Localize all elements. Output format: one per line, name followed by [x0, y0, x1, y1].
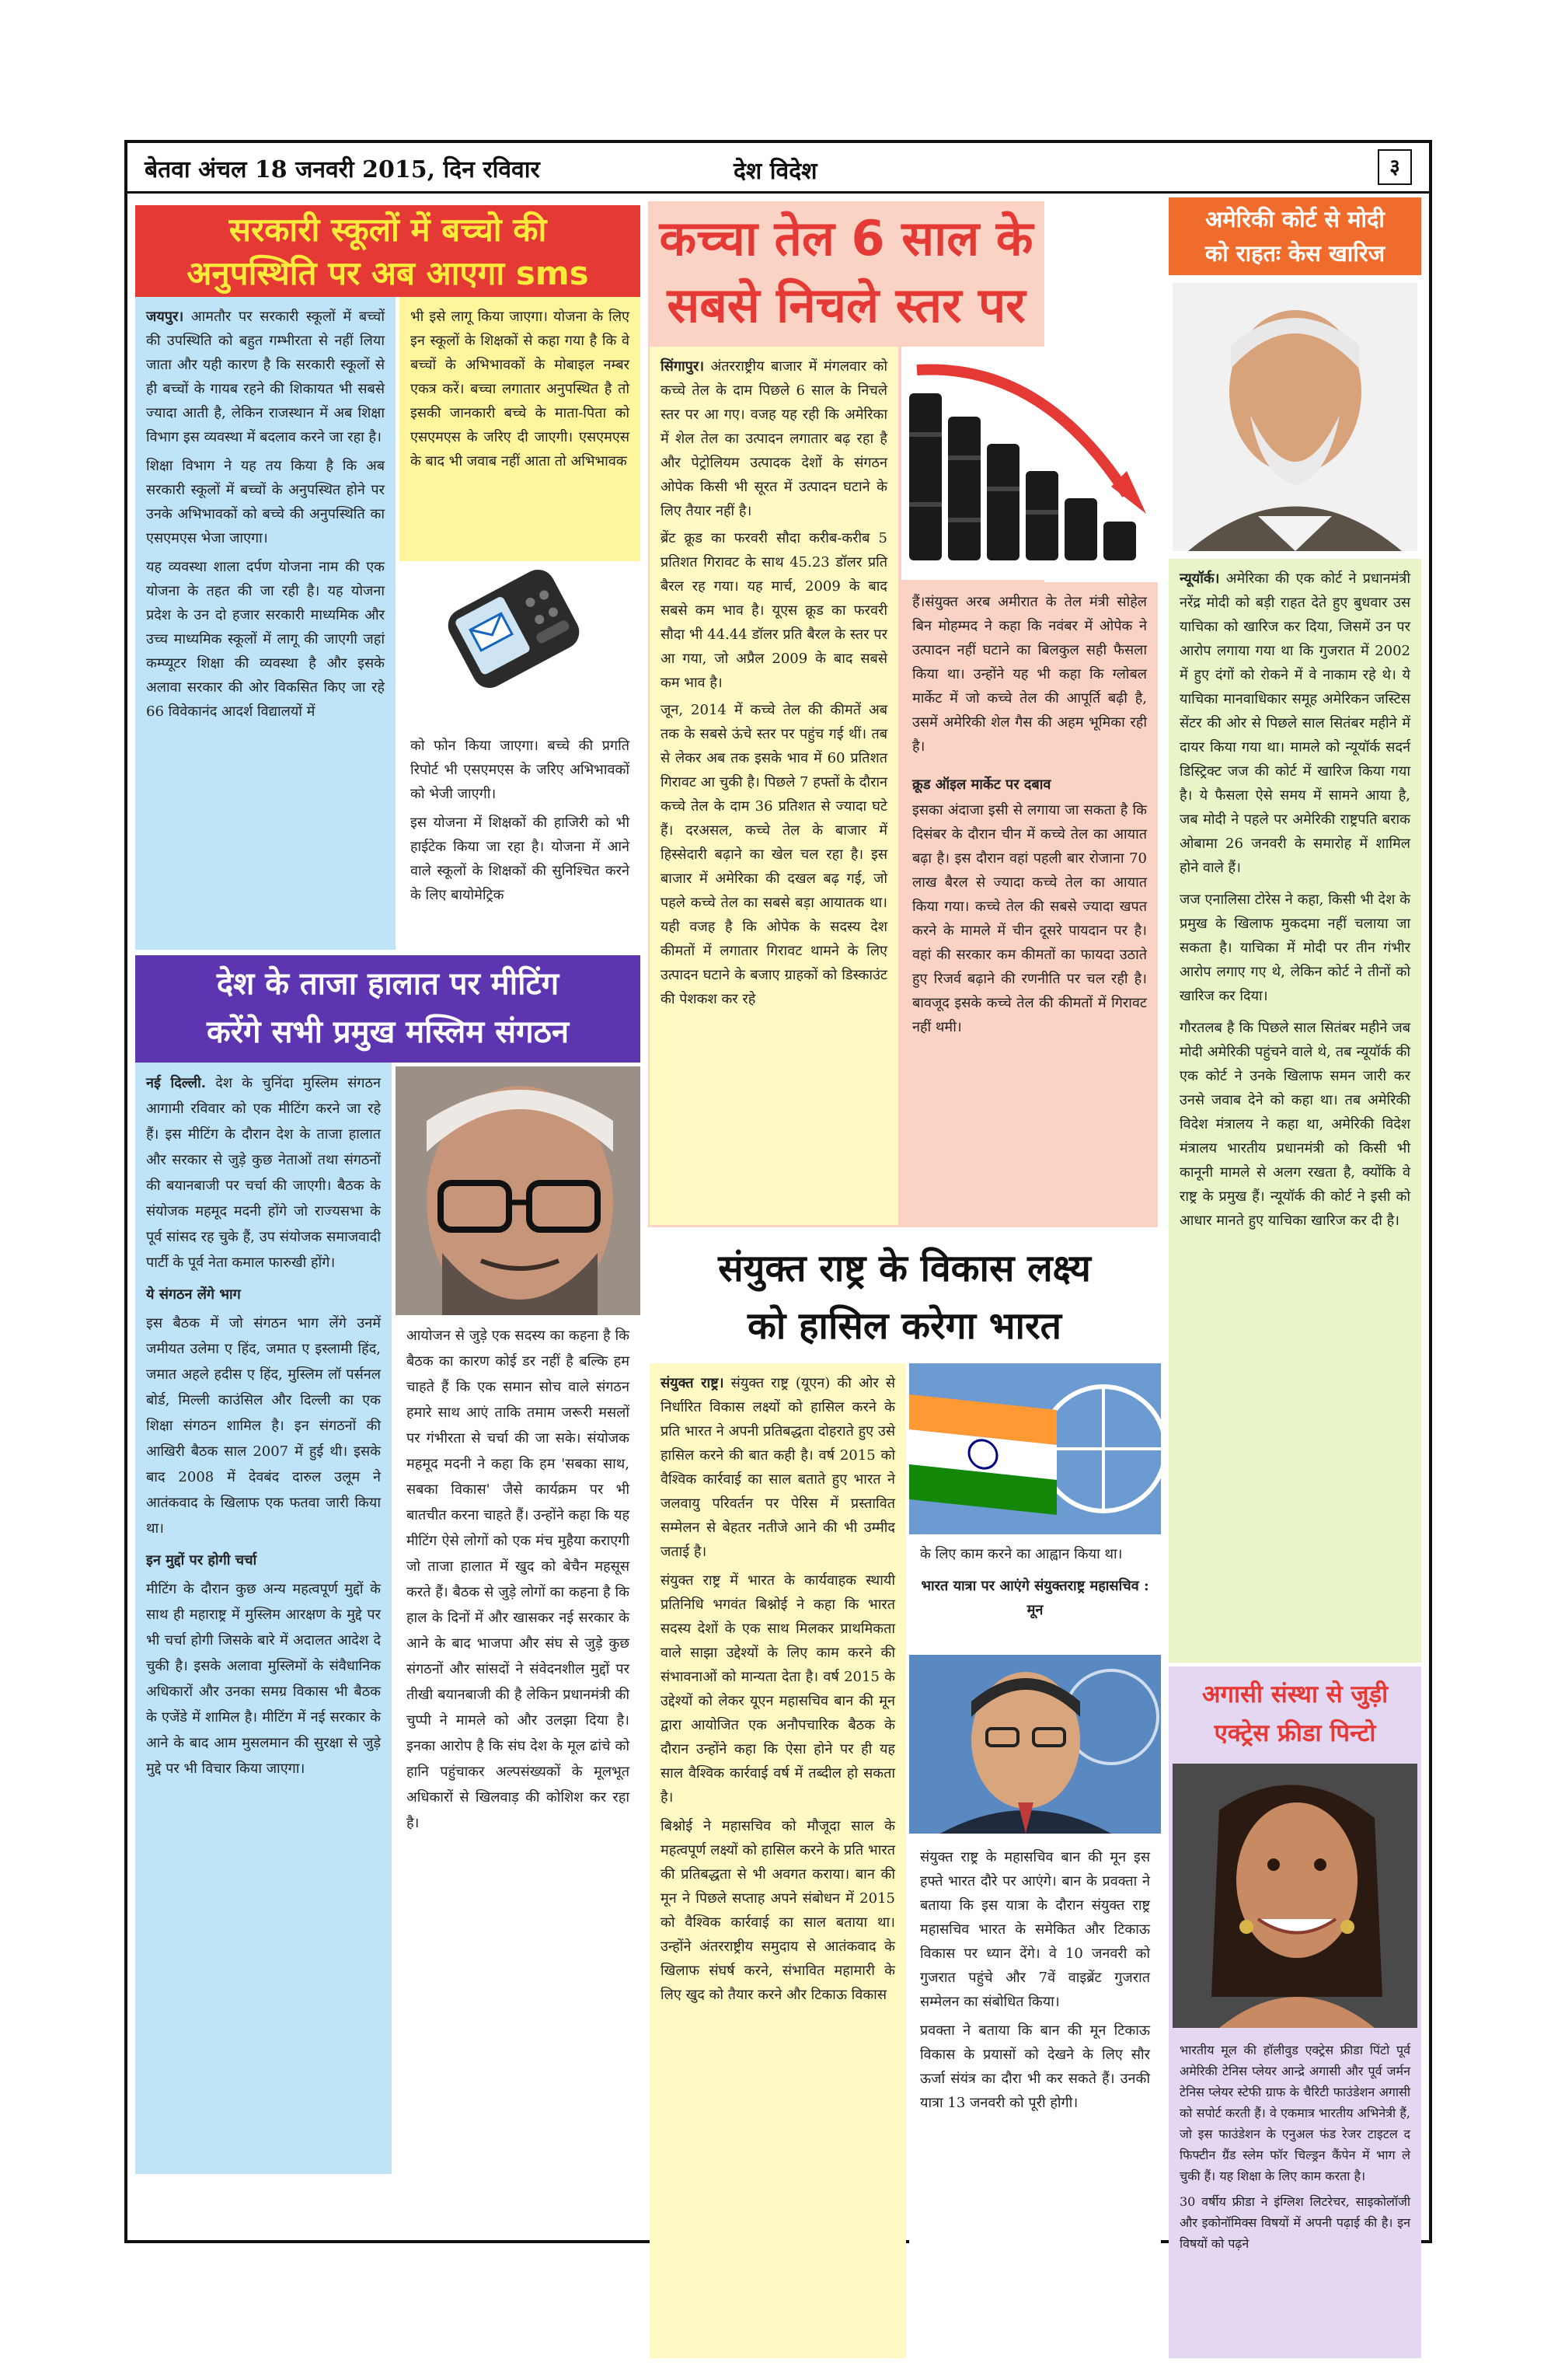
oil-column-1: [650, 347, 898, 1225]
un-headline-line1: संयुक्त राष्ट्र के विकास लक्ष्य: [718, 1247, 1091, 1290]
meeting-paragraph-4: आयोजन से जुड़े एक सदस्य का कहना है कि बैठक का कारण कोई डर नहीं है बल्कि हम चाहते हैं कि एक समान सोच वाले संगठन हमारे साथ आएं ताकि तमाम जरूरी मसलों पर गंभीरता से चर्चा की जा सके। संयोजक महमूद मदनी ने कहा कि हम 'सबका साथ, सबका विकास' जैसे कार्यक्रम पर भी बातचीत करना चाहते हैं। उन्होंने कहा कि यह मीटिंग ऐसे लोगों को एक मंच मुहैया कराएगी जो ताजा हालात में खुद को बेचैन महसूस करते हैं। बैठक से जुड़े लोगों का कहना है कि हाल के दिनों में और खासकर नई सरकार के आने के बाद भाजपा और संघ से जुड़े कुछ संगठनों और सांसदों ने संवेदनशील मुद्दों पर तीखी बयानबाजी की है लेकिन प्रधानमंत्री की चुप्पी ने मामले को और उलझा दिया है। इनका आरोप है कि संघ देश के मूल ढांचे को हानि पहुंचाकर अल्पसंख्यकों के मूलभूत अधिकारों से खिलवाड़ की कोशिश कर रहा है।: [406, 1328, 629, 1831]
modi-paragraph-3: गौरतलब है कि पिछले साल सितंबर महीने जब मोदी अमेरिकी पहुंचने वाले थे, तब न्यूयॉर्क की एक कोर्ट ने उनके खिलाफ समन जारी कर उनसे जवाब देने को कहा था। तब अमेरिकी विदेश मंत्रालय ने कहा था, अमेरिकी विदेश मंत्रालय भारतीय प्रधानमंत्री को किसी भी कानूनी मामले से अलग रखता है, क्योंकि वे राष्ट्र के प्रमुख हैं। न्यूयॉर्क की कोर्ट ने इसी को आधार मानते हुए याचिका खारिज कर दी है।: [1180, 1020, 1410, 1229]
oil-headline-line2: सबसे निचले स्तर पर: [667, 277, 1026, 333]
sms-paragraph-5: को फोन किया जाएगा। बच्चे की प्रगति रिपोर्ट भी एसएमएस के जरिए अभिभावकों को भेजी जाएगी।: [410, 738, 629, 802]
sms-headline-banner: [135, 205, 640, 297]
mobile-phone-image: [409, 567, 626, 718]
sms-paragraph-6: इस योजना में शिक्षकों की हाजिरी को भी हाईटेक किया जा रहा है। योजना में आने वाले स्कूलों के शिक्षकों की सुनिश्चित करने के लिए बायोमेट्रिक: [410, 815, 629, 903]
ban-ki-moon-image: [909, 1655, 1161, 1834]
un-paragraph-6: प्रवक्ता ने बताया कि बान की मून टिकाऊ विकास के प्रयासों को देखने के लिए सौर ऊर्जा संयंत्र का दौरा भी कर सकते हैं। उनकी यात्रा 13 जनवरी को पूरी होगी।: [920, 2022, 1150, 2111]
frieda-paragraph-1: भारतीय मूल की हॉलीवुड एक्ट्रेस फ्रीडा पिंटो पूर्व अमेरिकी टेनिस प्लेयर आन्द्रे अगासी और पूर्व जर्मन टेनिस प्लेयर स्टेफी ग्राफ के चैरिटी फाउंडेशन अगासी को सपोर्ट करती हैं। वे एकमात्र भारतीय अभिनेत्री हैं, जो इस फाउंडेशन के एनुअल फंड रेजर टाइटल द फिफ्टीन ग्रैंड स्लेम फॉर चिल्ड्रन कैंपेन में भाग ले चुकी हैं। यह शिक्षा के लिए काम करता है।: [1180, 2043, 1410, 2183]
oil-paragraph-3: जून, 2014 में कच्चे तेल की कीमतें अब तक के सबसे ऊंचे स्तर पर पहुंच गई थीं। तब से लेकर अब तक इसके भाव में 60 प्रतिशत गिरावट आ चुकी है। पिछले 7 हफ्तों के दौरान कच्चे तेल के दाम 36 प्रतिशत से ज्यादा घटे हैं। दरअसल, कच्चे तेल के बाजार में हिस्सेदारी बढ़ाने का खेल चल रहा है। इस बाजार में अमेरिका की दखल बढ़ गई, जो पहले कच्चे तेल का सबसे बड़ा आयातक था। यही वजह है कि ओपेक के सदस्य देश कीमतों में लगातार गिरावट थामने के लिए उत्पादन घटाने के बजाए ग्राहकों को डिस्काउंट की पेशकश कर रहे: [660, 702, 887, 1007]
sms-column-2-highlight: [399, 297, 640, 561]
meeting-column-1: [135, 1063, 392, 2174]
un-dateline: संयुक्त राष्ट्र।: [660, 1375, 724, 1391]
meeting-headline-line1: देश के ताजा हालात पर मीटिंग: [216, 966, 559, 1002]
frieda-paragraph-2: 30 वर्षीय फ्रीडा ने इंग्लिश लिटरेचर, साइकोलॉजी और इकोनॉमिक्स विषयों में अपनी पढ़ाई की है। इन विषयों को पढ़ने: [1180, 2194, 1410, 2251]
madani-portrait-image: [396, 1066, 640, 1315]
meeting-headline-line2: करेंगे सभी प्रमुख मस्लिम संगठन: [206, 1014, 570, 1050]
modi-portrait-image: [1173, 283, 1417, 551]
oil-headline: [648, 205, 1044, 344]
masthead: [127, 143, 1429, 194]
meeting-dateline: नई दिल्ली.: [146, 1075, 207, 1091]
modi-headline-line1: अमेरिकी कोर्ट से मोदी: [1205, 206, 1385, 232]
un-paragraph-1: संयुक्त राष्ट्र (यूएन) की ओर से निर्धारित विकास लक्ष्यों को हासिल करने के प्रति भारत ने अपनी प्रतिबद्धता दोहराते हुए उसे हासिल करने की बात कही है। वर्ष 2015 को वैश्विक कार्रवाई का साल बताते हुए भारत ने जलवायु परिवर्तन पर पेरिस में प्रस्तावित सम्मेलन से बेहतर नतीजे आने की भी उम्मीद जताई है।: [660, 1375, 895, 1560]
modi-column: [1169, 559, 1421, 1663]
un-paragraph-4: के लिए काम करने का आह्वान किया था।: [920, 1546, 1123, 1562]
sms-column-2: [399, 726, 640, 950]
sms-paragraph-3: यह व्यवस्था शाला दर्पण योजना नाम की एक योजना के तहत की जा रही है। यह योजना प्रदेश के उन दो हजार सरकारी माध्यमिक और उच्च माध्यमिक स्कूलों में लागू की जाएगी जहां कम्प्यूटर शिक्षा की व्यवस्था है और इसके अलावा सरकार की ओर विकसित किए जा रहे 66 विवेकानंद आदर्श विद्यालयों में: [146, 559, 385, 720]
un-paragraph-3: बिश्नोई ने महासचिव को मौजूदा साल के महत्वपूर्ण लक्ष्यों को हासिल करने के प्रति भारत की प्रतिबद्धता से भी अवगत कराया। बान की मून ने पिछले सप्ताह अपने संबोधन में 2015 को वैश्विक कार्रवाई का साल बताया था। उन्होंने अंतरराष्ट्रीय समुदाय से आतंकवाद के खिलाफ संघर्ष करने, संभावित महामारी के लिए खुद को तैयार करने और टिकाऊ विकास: [660, 1818, 895, 2003]
meeting-column-2: [396, 1315, 640, 2174]
sms-paragraph-4: भी इसे लागू किया जाएगा। योजना के लिए इन स्कूलों के शिक्षकों से कहा गया है कि वे बच्चों के अभिभावकों के मोबाइल नम्बर एकत्र करें। बच्चा लगातार अनुपस्थित है तो इसकी जानकारी बच्चे के माता-पिता को एसएमएस के जरिए दी जाएगी। एसएमएस के बाद भी जवाब नहीं आता तो अभिभावक: [410, 309, 629, 469]
modi-headline-line2: को राहतः केस खारिज: [1204, 240, 1385, 267]
masthead-paper-date: बेतवा अंचल 18 जनवरी 2015, दिन रविवार: [145, 156, 540, 183]
un-column-2-top: [909, 1534, 1161, 1651]
meeting-paragraph-1: देश के चुनिंदा मुस्लिम संगठन आगामी रविवार को एक मीटिंग करने जा रहे हैं। इस मीटिंग के दौरान देश के ताजा हालात और सरकार से जुड़े कुछ नेताओं तथा संगठनों की बयानबाजी पर चर्चा की जाएगी। बैठक के संयोजक महमूद मदनी होंगे जो राज्यसभा के पूर्व सांसद रह चुके हैं, उप संयोजक समाजवादी पार्टी के पूर्व नेता कमाल फारुखी होंगे।: [146, 1075, 381, 1271]
sms-column-1: [135, 297, 396, 950]
un-headline: [648, 1235, 1161, 1359]
oil-dateline: सिंगापुर।: [660, 358, 705, 375]
meeting-paragraph-2: इस बैठक में जो संगठन भाग लेंगे उनमें जमीयत उलेमा ए हिंद, जमात ए इस्लामी हिंद, जमात अहले हदीस ए हिंद, मुस्लिम लॉ पर्सनल बोर्ड, मिल्ली काउंसिल और दिल्ली का एक शिक्षा संगठन शामिल है। इन संगठनों की आखिरी बैठक साल 2007 में हुई थी। इसके बाद 2008 में देवबंद दारुल उलूम ने आतंकवाद के खिलाफ एक फतवा जारी किया था।: [146, 1315, 381, 1537]
un-headline-line2: को हासिल करेगा भारत: [748, 1304, 1061, 1348]
oil-paragraph-1: अंतरराष्ट्रीय बाजार में मंगलवार को कच्चे तेल के दाम पिछले 6 साल के निचले स्तर पर आ गए। वजह यह रही कि अमेरिका में शेल तेल का उत्पादन लगातार बढ़ रहा है और पेट्रोलियम उत्पादक देशों के संगठन ओपेक किसी भी सूरत में उत्पादन घटाने के लिए तैयार नहीं है।: [660, 358, 887, 519]
un-subhead-visit: भारत यात्रा पर आएंगे संयुक्तराष्ट्र महासचिव : मून: [921, 1578, 1149, 1618]
meeting-subhead-participants: ये संगठन लेंगे भाग: [146, 1286, 241, 1303]
un-paragraph-5: संयुक्त राष्ट्र के महासचिव बान की मून इस हफ्ते भारत दौरे पर आएंगे। बान के प्रवक्ता ने बताया कि इस यात्रा के दौरान संयुक्त राष्ट्र महासचिव भारत के समेकित और टिकाऊ विकास पर ध्यान देंगे। वे 10 जनवरी को गुजरात पहुंचे और 7वें वाइब्रेंट गुजरात सम्मेलन का संबोधित किया।: [920, 1849, 1150, 2010]
page-number: ३: [1378, 149, 1412, 185]
frieda-headline: [1169, 1670, 1421, 1756]
masthead-section: देश विदेश: [734, 158, 817, 185]
oil-subhead-market: क्रूड ऑइल मार्केट पर दबाव: [912, 776, 1051, 793]
meeting-paragraph-3: मीटिंग के दौरान कुछ अन्य महत्वपूर्ण मुद्दों के साथ ही महाराष्ट्र में मुस्लिम आरक्षण के मुद्दे पर भी चर्चा होगी जिसके बारे में अदालत आदेश दे चुकी है। इसके अलावा मुस्लिमों के संवैधानिक अधिकारों और उनका समग्र विकास भी बैठक के एजेंडे में शामिल है। मीटिंग में नई सरकार के आने के बाद आम मुसलमान की सुरक्षा से जुड़े मुद्दे पर भी विचार किया जाएगा।: [146, 1581, 381, 1777]
meeting-subhead-issues: इन मुद्दों पर होगी चर्चा: [146, 1552, 257, 1569]
frieda-headline-line1: अगासी संस्था से जुड़ी: [1201, 1680, 1389, 1708]
oil-column-2: [901, 582, 1158, 1227]
modi-dateline: न्यूयॉर्क।: [1180, 571, 1220, 587]
sms-paragraph-2: शिक्षा विभाग ने यह तय किया है कि अब सरकारी स्कूलों में बच्चों के अनुपस्थित होने पर उनके अभिभावकों को बच्चे की अनुपस्थिति का एसएमएस भेजा जाएगा।: [146, 458, 385, 546]
india-un-flag-image: [909, 1363, 1161, 1534]
meeting-headline-banner: [135, 955, 640, 1063]
frieda-pinto-image: [1173, 1764, 1417, 2028]
modi-paragraph-2: जज एनालिसा टोरेस ने कहा, किसी भी देश के प्रमुख के खिलाफ मुकदमा नहीं चलाया जा सकता है। याचिका में मोदी पर तीन गंभीर आरोप लगाए गए थे, लेकिन कोर्ट ने तीनों को खारिज कर दिया।: [1180, 892, 1410, 1004]
un-column-2-bottom: [909, 1837, 1161, 2358]
oil-headline-line1: कच्चा तेल 6 साल के: [659, 210, 1033, 267]
frieda-column: [1169, 2032, 1421, 2358]
oil-paragraph-5: इसका अंदाजा इसी से लगाया जा सकता है कि दिसंबर के दौरान चीन में कच्चे तेल का आयात बढ़ा है। इस दौरान वहां पहली बार रोजाना 70 लाख बैरल से ज्यादा कच्चे तेल का आयात किया गया। कच्चे तेल की सबसे ज्यादा खपत करने के मामले में चीन दूसरे पायदान पर है। वहां की सरकार कम कीमतों का फायदा उठाते हुए रिजर्व बढ़ाने की रणनीति पर चल रही है। बावजूद इसके कच्चे तेल की कीमतों में गिरावट नहीं थमी।: [912, 802, 1147, 1035]
modi-headline-banner: [1169, 197, 1421, 275]
oil-paragraph-2: ब्रेंट क्रूड का फरवरी सौदा करीब-करीब 5 प्रतिशत गिरावट के साथ 45.23 डॉलर प्रति बैरल रह गया। यह मार्च, 2009 के बाद सबसे कम भाव है। यूएस क्रूड का फरवरी सौदा भी 44.44 डॉलर प्रति बैरल के स्तर पर आ गया, जो अप्रैल 2009 के बाद सबसे कम भाव है।: [660, 530, 887, 691]
frieda-headline-line2: एक्ट्रेस फ्रीडा पिन्टो: [1214, 1719, 1376, 1747]
sms-headline-line2: अनुपस्थिति पर अब आएगा sms: [186, 254, 589, 292]
oil-paragraph-4: हैं।संयुक्त अरब अमीरात के तेल मंत्री सोहेल बिन मोहम्मद ने कहा कि नवंबर में ओपेक ने उत्पादन नहीं घटाने का बिलकुल सही फैसला किया था। उन्होंने यह भी कहा कि ग्लोबल मार्केट में जो कच्चे तेल की आपूर्ति बढ़ी है, उसमें अमेरिकी शेल गैस की अहम भूमिका रही है।: [912, 594, 1147, 755]
sms-dateline: जयपुर।: [146, 309, 184, 325]
newspaper-page: [124, 140, 1432, 2251]
sms-paragraph-1: आमतौर पर सरकारी स्कूलों में बच्चों की उपस्थिति को बहुत गम्भीरता से नहीं लिया जाता और यही कारण है कि सरकारी स्कूलों से ही बच्चों के गायब रहने की शिकायत भी सबसे ज्यादा आती है, लेकिन राजस्थान में अब शिक्षा विभाग इस व्यवस्था में बदलाव करने जा रहा है।: [146, 309, 385, 445]
un-paragraph-2: संयुक्त राष्ट्र में भारत के कार्यवाहक स्थायी प्रतिनिधि भगवंत बिश्नोई ने कहा कि भारत सदस्य देशों के एक साथ मिलकर प्राथमिकता वाले साझा उद्देश्यों के लिए काम करने की संभावनाओं को मान्यता देता है। वर्ष 2015 के उद्देश्यों को लेकर यूएन महासचिव बान की मून द्वारा आयोजित एक अनौपचारिक बैठक के दौरान उन्होंने कहा कि ऐसा होने पर ही यह साल वैश्विक कार्रवाई वर्ष में तब्दील हो सकता है।: [660, 1572, 895, 1806]
sms-headline-line1: सरकारी स्कूलों में बच्चो की: [228, 211, 547, 249]
modi-paragraph-1: अमेरिका की एक कोर्ट ने प्रधानमंत्री नरेंद्र मोदी को बड़ी राहत देते हुए बुधवार उस याचिका को खारिज कर दिया, जिसमें उन पर आरोप लगाया गया था कि गुजरात में 2002 में हुए दंगों को रोकने में वे नाकाम रहे थे। ये याचिका मानवाधिकार समूह अमेरिकन जस्टिस सेंटर की ओर से पिछले साल सितंबर महीने में दायर किया गया था। मामले को न्यूयॉर्क सदर्न डिस्ट्रिक्ट जज की कोर्ट में खारिज किया गया है। ये फैसला ऐसे समय में सामने आया है, जब मोदी ने पहले पर अमेरिकी राष्ट्रपति बराक ओबामा 26 जनवरी के समारोह में शामिल होने वाले हैं।: [1180, 571, 1410, 876]
oil-barrels-image: [901, 347, 1158, 580]
un-column-1: [650, 1363, 906, 2358]
